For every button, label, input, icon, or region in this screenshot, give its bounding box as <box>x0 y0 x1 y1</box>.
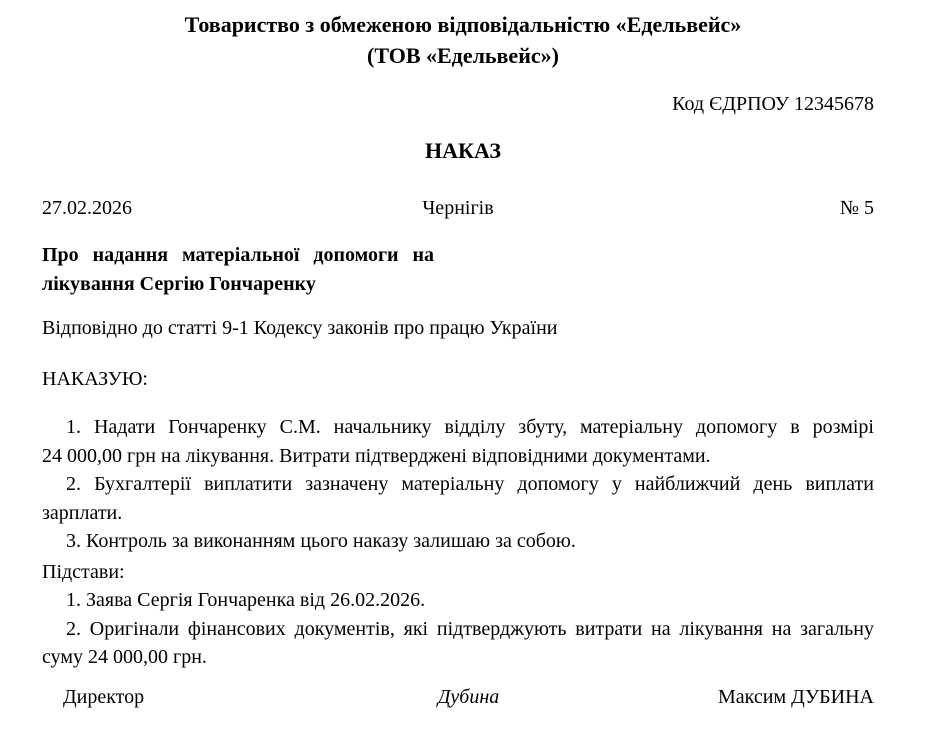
company-name-line2: (ТОВ «Едельвейс») <box>367 43 559 68</box>
document-city: Чернігів <box>422 197 494 219</box>
subject-line1: Про надання матеріальної допомоги на <box>42 244 434 266</box>
document-title: НАКАЗ <box>425 138 501 163</box>
resolution-item-2-line2: зарплати. <box>42 501 123 524</box>
grounds-item-2-line2: суму 24 000,00 грн. <box>42 646 207 668</box>
signer-full-name: Максим ДУБИНА <box>718 685 874 708</box>
document-date: 27.02.2026 <box>42 197 132 219</box>
resolution-list <box>42 413 874 556</box>
grounds-item-1: 1. Заява Сергія Гончаренка від 26.02.2026. <box>66 589 426 611</box>
grounds-item-2-line1: 2. Оригінали фінансових документів, які підтверджують витрати на лікування на загальну <box>66 617 874 640</box>
signature-handwriting: Дубина <box>437 685 500 708</box>
company-name-line1: Товариство з обмеженою відповідальністю «Едельвейс» <box>184 12 742 37</box>
subject-block <box>42 241 434 298</box>
legal-basis: Відповідно до статті 9-1 Кодексу законів про працю України <box>42 317 558 339</box>
resolution-item-1-line1: 1. Надати Гончаренку С.М. начальнику відділу збуту, матеріальну допомогу в розмірі <box>66 416 874 438</box>
grounds-heading: Підстави: <box>42 560 125 583</box>
grounds-section <box>42 558 874 672</box>
company-name-block <box>0 0 926 71</box>
document-number: № 5 <box>839 197 874 219</box>
meta-row <box>42 194 874 222</box>
resolution-item-2-line1: 2. Бухгалтерії виплатити зазначену матеріальну допомогу у найближчий день виплати <box>66 473 874 495</box>
resolution-item-1-line2: 24 000,00 грн на лікування. Витрати підтверджені відповідними документами. <box>42 444 711 467</box>
resolution-heading: НАКАЗУЮ: <box>42 367 148 390</box>
signature-row <box>63 683 874 711</box>
signer-position: Директор <box>63 685 145 708</box>
subject-line2: лікування Сергію Гончаренку <box>42 272 316 295</box>
registration-code: Код ЄДРПОУ 12345678 <box>672 93 874 115</box>
resolution-item-3: 3. Контроль за виконанням цього наказу залишаю за собою. <box>66 530 576 552</box>
